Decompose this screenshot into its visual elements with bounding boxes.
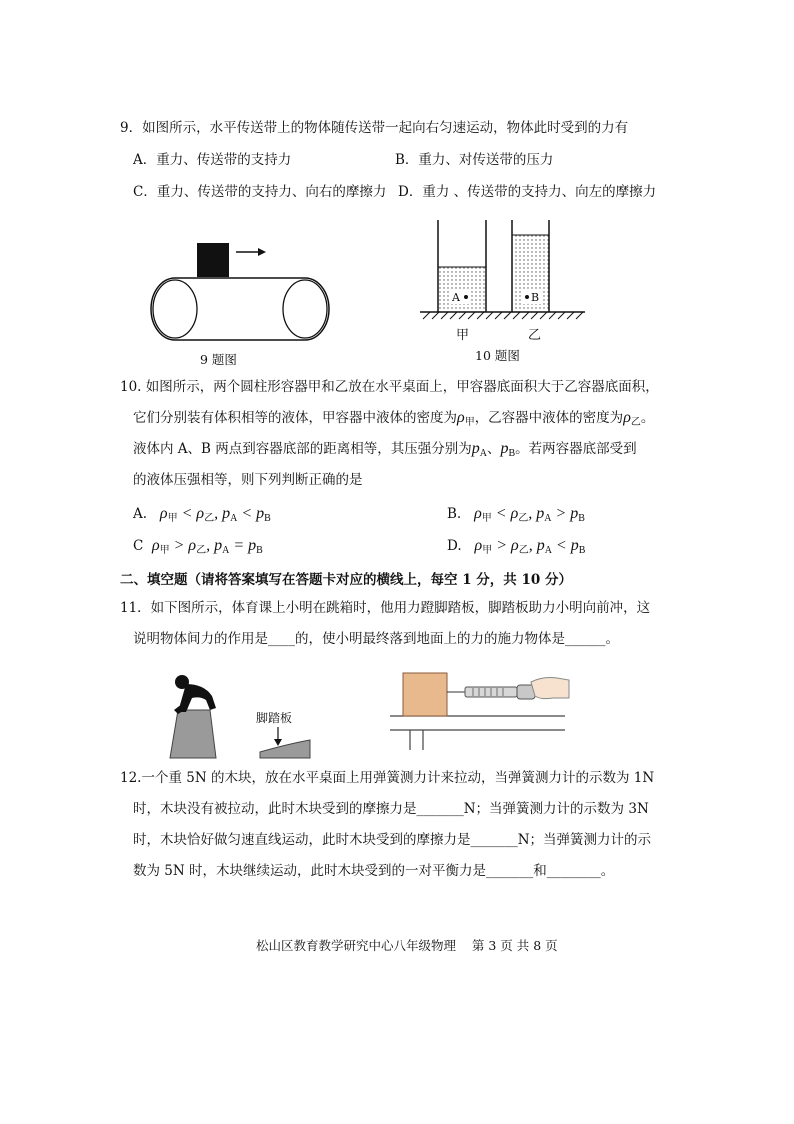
point-b-dot — [525, 295, 529, 299]
spring-scale-figure — [385, 668, 570, 753]
left-pulley — [153, 280, 197, 338]
q10-option-c: C $\rho_甲 > \rho_乙$, $p_A = p_B$ — [133, 537, 263, 556]
section-2-heading: 二、填空题（请将答案填写在答题卡对应的横线上，每空 1 分，共 10 分） — [120, 572, 572, 588]
springboard — [260, 740, 310, 758]
q10-option-d: D. $\rho_甲 > \rho_乙$, $p_A < p_B$ — [447, 537, 586, 556]
point-a-label: A — [452, 291, 460, 304]
q10-line4: 的液体压强相等，则下列判断正确的是 — [133, 472, 363, 488]
q11-line2: 说明物体间力的作用是____的，使小明最终落到地面上的力的施力物体是______。 — [133, 631, 619, 647]
springboard-label: 脚踏板 — [256, 711, 293, 725]
point-a-dot — [464, 295, 468, 299]
ground-hatching — [423, 312, 583, 319]
page-footer: 松山区教育教学研究中心八年级物理 第 3 页 共 8 页 — [256, 938, 558, 953]
left-pulley-outer — [151, 278, 175, 340]
q12-line1: 12.一个重 5N 的木块，放在水平桌面上用弹簧测力计来拉动，当弹簧测力计的示数为 1N — [120, 770, 655, 786]
rho-yi-symbol: $\rho_乙$ — [623, 409, 641, 428]
label-jia: 甲 — [456, 328, 470, 343]
q10-line3: 液体内 A、B 两点到容器底部的距离相等，其压强分别为$p_A$、$p_B$。若两容器底部受到 — [133, 440, 637, 459]
wood-block — [403, 673, 447, 716]
conveyor-belt-figure — [140, 235, 340, 350]
q11-line1: 11．如下图所示，体育课上小明在跳箱时，他用力蹬脚踏板，脚踏板助力小明向前冲，这 — [120, 600, 651, 616]
q10-line1: 10. 如图所示，两个圆柱形容器甲和乙放在水平桌面上，甲容器底面积大于乙容器底面积， — [120, 379, 659, 395]
label-yi: 乙 — [528, 328, 542, 343]
q10-option-b: B. $\rho_甲 < \rho_乙$, $p_A > p_B$ — [447, 505, 585, 524]
q9-stem: 9．如图所示，水平传送带上的物体随传送带一起向右匀速运动，物体此时受到的力有 — [120, 120, 629, 136]
q9-option-b: B．重力、对传送带的压力 — [395, 152, 554, 168]
right-pulley-outer — [305, 278, 329, 340]
p-b-symbol: $p_B$ — [500, 440, 516, 459]
point-b-label: B — [531, 291, 540, 304]
p-a-symbol: $p_A$ — [471, 440, 487, 459]
hand — [531, 678, 569, 699]
containers-figure — [415, 215, 590, 345]
figure-9-caption: 9 题图 — [200, 352, 237, 367]
liquid-jia — [438, 267, 486, 312]
q12-line3: 时，木块恰好做匀速直线运动，此时木块受到的摩擦力是_______N；当弹簧测力计的示 — [133, 832, 652, 848]
figure-10-caption: 10 题图 — [475, 348, 520, 363]
q12-line2: 时，木块没有被拉动，此时木块受到的摩擦力是_______N；当弹簧测力计的示数为 3N — [133, 801, 649, 817]
arrow-head-icon — [258, 248, 266, 256]
q9-option-a: A．重力、传送带的支持力 — [133, 152, 292, 168]
arrow-down-icon — [274, 739, 282, 746]
q12-line4: 数为 5N 时，木块继续运动，此时木块受到的一对平衡力是_______和________。 — [133, 863, 615, 879]
vaulting-box — [170, 710, 216, 758]
q10-option-a: A. $\rho_甲 < \rho_乙$, $p_A < p_B$ — [133, 505, 271, 524]
q9-option-c: C．重力、传送带的支持力、向右的摩擦力 — [133, 184, 387, 200]
block-on-belt — [197, 243, 229, 277]
q9-option-d: D．重力 、传送带的支持力、向左的摩擦力 — [398, 184, 657, 200]
right-pulley — [283, 280, 327, 338]
vaulting-figure — [160, 670, 320, 765]
q10-line2: 它们分别装有体积相等的液体，甲容器中液体的密度为$\rho_甲$，乙容器中液体的密度为$\rho_乙$。 — [133, 409, 655, 428]
rho-jia-symbol: $\rho_甲$ — [457, 409, 475, 428]
